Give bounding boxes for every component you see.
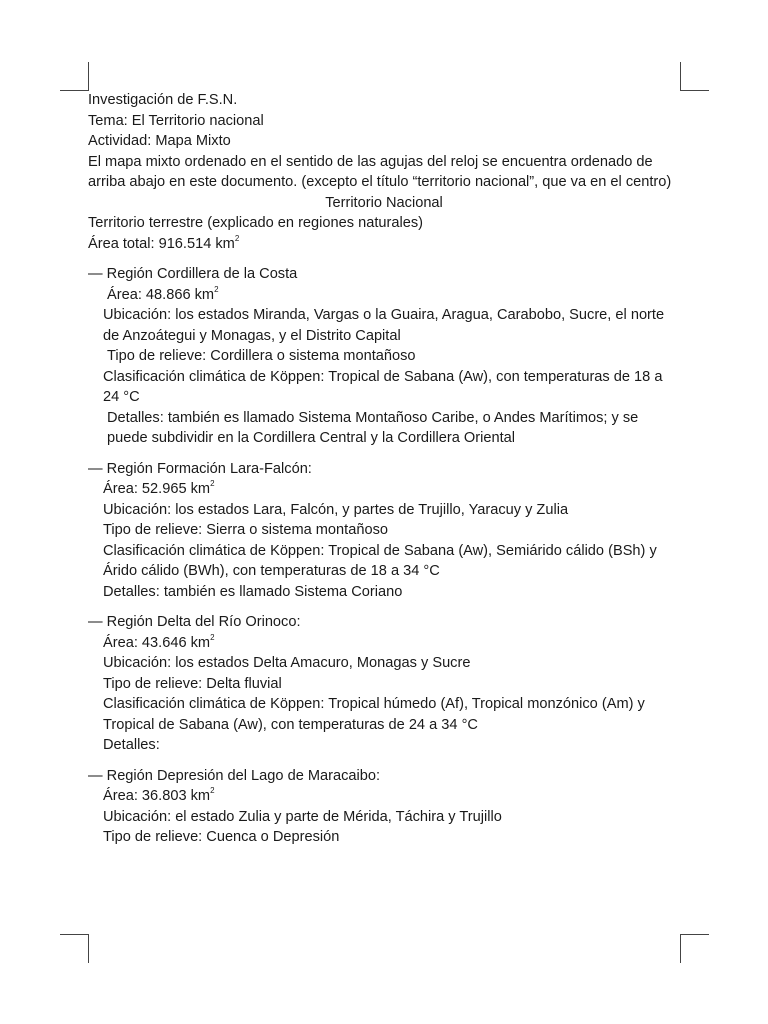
region-area-text: Área: 52.965 km — [103, 481, 211, 497]
header-line-investigacion: Investigación de F.S.N. — [88, 92, 238, 108]
region-detalles: Detalles: también es llamado Sistema Coriano — [103, 583, 403, 600]
region-lago-maracaibo — [88, 766, 680, 848]
crop-mark-top-left — [60, 62, 89, 91]
unit-exponent: 2 — [210, 479, 215, 488]
region-heading: — Región Depresión del Lago de Maracaibo: — [88, 767, 381, 784]
section-subtitle: Territorio terrestre (explicado en regiones naturales) — [88, 215, 423, 231]
region-clima: Clasificación climática de Köppen: Tropical de Sabana (Aw), con temperaturas de 18 a 24 °C — [103, 368, 663, 405]
region-ubicacion: Ubicación: los estados Miranda, Vargas o la Guaira, Aragua, Carabobo, Sucre, el norte de Anzoátegui y Monagas, y el Distrito Capital — [103, 307, 665, 344]
intro-paragraph: El mapa mixto ordenado en el sentido de las agujas del reloj se encuentra ordenado de arriba abajo en este documento. (excepto el título “territorio nacional”, que va en el centro) — [88, 153, 672, 190]
region-relieve: Tipo de relieve: Sierra o sistema montañoso — [103, 522, 388, 538]
region-ubicacion: Ubicación: los estados Lara, Falcón, y partes de Trujillo, Yaracuy y Zulia — [103, 501, 569, 518]
crop-mark-bottom-left — [60, 934, 89, 963]
region-area — [88, 285, 680, 306]
header-line-tema: Tema: El Territorio nacional — [88, 112, 264, 129]
region-area-text: Área: 48.866 km — [107, 286, 215, 303]
unit-exponent: 2 — [234, 233, 240, 243]
crop-mark-bottom-right — [680, 934, 709, 963]
region-area — [88, 786, 680, 807]
region-delta-orinoco — [88, 612, 680, 756]
crop-mark-top-right — [680, 62, 709, 91]
region-ubicacion: Ubicación: los estados Delta Amacuro, Monagas y Sucre — [103, 655, 471, 671]
total-area-text: Área total: 916.514 km — [88, 235, 235, 252]
unit-exponent: 2 — [210, 632, 215, 642]
document-page — [88, 90, 680, 848]
region-heading: — Región Cordillera de la Costa — [88, 266, 298, 282]
region-relieve: Tipo de relieve: Delta fluvial — [103, 675, 282, 692]
document-header — [88, 90, 680, 152]
region-detalles: Detalles: también es llamado Sistema Montañoso Caribe, o Andes Marítimos; y se puede subdividir en la Cordillera Central y la Cordillera Oriental — [107, 409, 639, 446]
region-area-text: Área: 36.803 km — [103, 788, 211, 804]
region-ubicacion: Ubicación: el estado Zulia y parte de Mérida, Táchira y Trujillo — [103, 808, 502, 825]
region-area — [88, 479, 680, 500]
header-line-actividad: Actividad: Mapa Mixto — [88, 133, 231, 149]
region-area — [88, 633, 680, 654]
unit-exponent: 2 — [210, 786, 215, 795]
total-area — [88, 234, 680, 255]
document-title: Territorio Nacional — [325, 194, 443, 211]
region-heading: — Región Formación Lara-Falcón: — [88, 460, 312, 477]
region-cordillera-costa — [88, 264, 680, 449]
region-area-text: Área: 43.646 km — [103, 634, 211, 651]
region-heading: — Región Delta del Río Orinoco: — [88, 614, 301, 630]
region-detalles: Detalles: — [103, 737, 160, 753]
region-relieve: Tipo de relieve: Cuenca o Depresión — [103, 829, 340, 845]
region-clima: Clasificación climática de Köppen: Tropical de Sabana (Aw), Semiárido cálido (BSh) y Árido cálido (BWh), con temperaturas de 18 a 34 °C — [103, 542, 657, 579]
unit-exponent: 2 — [214, 284, 219, 294]
region-relieve: Tipo de relieve: Cordillera o sistema montañoso — [107, 348, 416, 364]
region-lara-falcon — [88, 459, 680, 603]
region-clima: Clasificación climática de Köppen: Tropical húmedo (Af), Tropical monzónico (Am) y Tropical de Sabana (Aw), con temperaturas de 24 a 34 °C — [103, 696, 645, 733]
